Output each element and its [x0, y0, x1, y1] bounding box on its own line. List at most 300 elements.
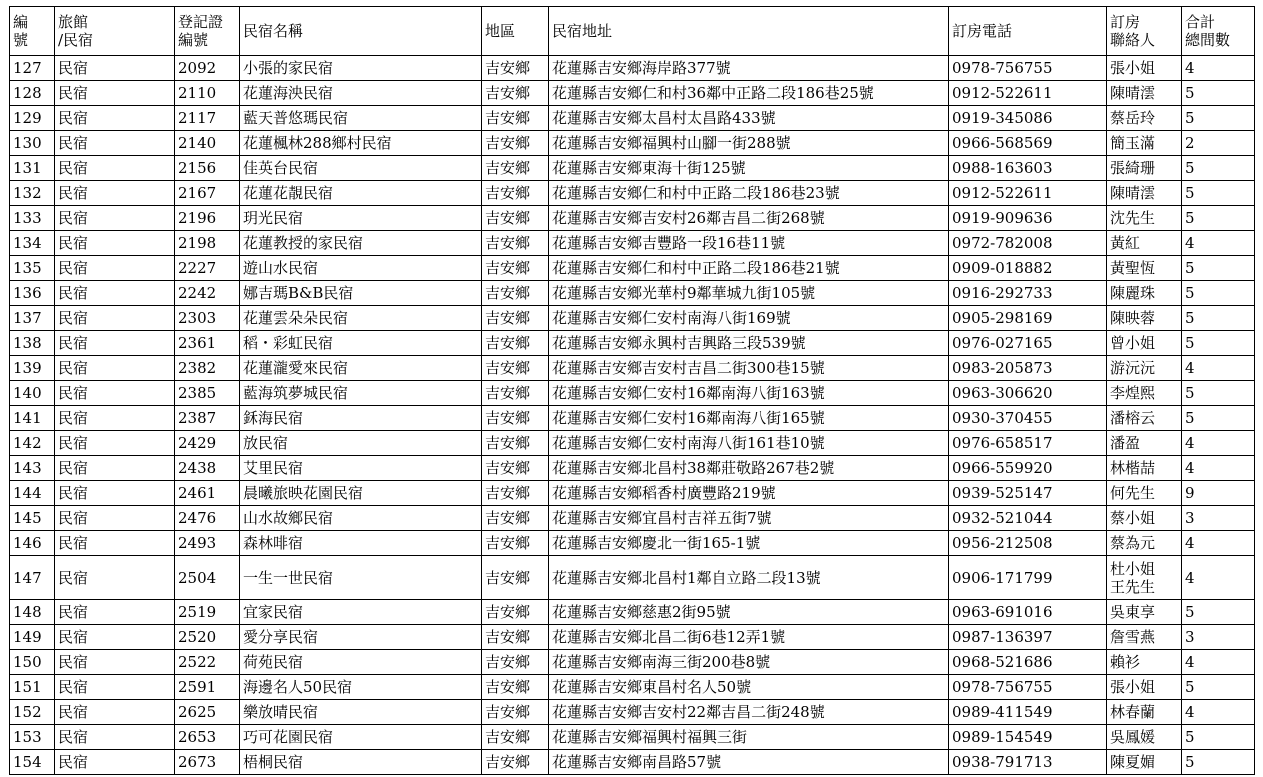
- cell-phone: 0932-521044: [949, 506, 1107, 531]
- col-header-area: [482, 7, 549, 56]
- table-row: [10, 750, 1255, 775]
- cell-phone: 0905-298169: [949, 306, 1107, 331]
- table-row: [10, 625, 1255, 650]
- cell-address: 花蓮縣吉安鄉福興村山腳一街288號: [549, 131, 949, 156]
- cell-rooms: 5: [1182, 306, 1255, 331]
- cell-contact: 潘榕云: [1107, 406, 1182, 431]
- cell-address: 花蓮縣吉安鄉光華村9鄰華城九街105號: [549, 281, 949, 306]
- cell-area: 吉安鄉: [482, 156, 549, 181]
- cell-license: 2522: [175, 650, 240, 675]
- col-header-type: [55, 7, 175, 56]
- cell-contact: 陳麗珠: [1107, 281, 1182, 306]
- cell-area: 吉安鄉: [482, 600, 549, 625]
- cell-name: 梧桐民宿: [240, 750, 482, 775]
- table-row: [10, 481, 1255, 506]
- cell-area: 吉安鄉: [482, 456, 549, 481]
- header-text-line: 聯絡人: [1110, 31, 1156, 49]
- cell-rooms: 4: [1182, 650, 1255, 675]
- cell-license: 2476: [175, 506, 240, 531]
- header-text-line: 總間數: [1185, 31, 1231, 49]
- cell-address: 花蓮縣吉安鄉仁安村南海八街169號: [549, 306, 949, 331]
- cell-license: 2382: [175, 356, 240, 381]
- cell-type: 民宿: [55, 331, 175, 356]
- cell-license: 2242: [175, 281, 240, 306]
- cell-phone: 0966-559920: [949, 456, 1107, 481]
- cell-license: 2504: [175, 556, 240, 600]
- cell-address: 花蓮縣吉安鄉仁和村中正路二段186巷23號: [549, 181, 949, 206]
- cell-name: 海邊名人50民宿: [240, 675, 482, 700]
- cell-address: 花蓮縣吉安鄉南昌路57號: [549, 750, 949, 775]
- cell-name: 花蓮教授的家民宿: [240, 231, 482, 256]
- cell-rooms: 4: [1182, 700, 1255, 725]
- cell-contact: 簡玉滿: [1107, 131, 1182, 156]
- cell-name: 花蓮雲朵朵民宿: [240, 306, 482, 331]
- cell-phone: 0939-525147: [949, 481, 1107, 506]
- cell-type: 民宿: [55, 281, 175, 306]
- cell-name: 稻・彩虹民宿: [240, 331, 482, 356]
- cell-name: 放民宿: [240, 431, 482, 456]
- cell-type: 民宿: [55, 481, 175, 506]
- cell-license: 2591: [175, 675, 240, 700]
- cell-rooms: 5: [1182, 381, 1255, 406]
- header-text-line: 號: [13, 31, 29, 49]
- cell-address: 花蓮縣吉安鄉仁安村16鄰南海八街165號: [549, 406, 949, 431]
- cell-number: 146: [10, 531, 55, 556]
- cell-type: 民宿: [55, 531, 175, 556]
- cell-area: 吉安鄉: [482, 306, 549, 331]
- cell-type: 民宿: [55, 506, 175, 531]
- cell-type: 民宿: [55, 81, 175, 106]
- header-text-line: 登記證: [178, 13, 224, 31]
- cell-number: 135: [10, 256, 55, 281]
- cell-rooms: 4: [1182, 56, 1255, 81]
- header-text-line: 地區: [485, 22, 516, 40]
- cell-area: 吉安鄉: [482, 231, 549, 256]
- cell-name: 花蓮花靚民宿: [240, 181, 482, 206]
- cell-type: 民宿: [55, 256, 175, 281]
- cell-rooms: 5: [1182, 81, 1255, 106]
- cell-name: 巧可花園民宿: [240, 725, 482, 750]
- table-row: [10, 231, 1255, 256]
- cell-address: 花蓮縣吉安鄉吉安村吉昌二街300巷15號: [549, 356, 949, 381]
- cell-type: 民宿: [55, 456, 175, 481]
- table-row: [10, 556, 1255, 600]
- cell-number: 152: [10, 700, 55, 725]
- header-text-line: /民宿: [58, 31, 94, 49]
- cell-area: 吉安鄉: [482, 750, 549, 775]
- cell-number: 148: [10, 600, 55, 625]
- cell-license: 2110: [175, 81, 240, 106]
- cell-rooms: 5: [1182, 206, 1255, 231]
- cell-name: 愛分享民宿: [240, 625, 482, 650]
- cell-number: 131: [10, 156, 55, 181]
- cell-phone: 0988-163603: [949, 156, 1107, 181]
- cell-name: 鉌海民宿: [240, 406, 482, 431]
- cell-number: 141: [10, 406, 55, 431]
- cell-contact: 林春蘭: [1107, 700, 1182, 725]
- cell-contact: 陳夏媚: [1107, 750, 1182, 775]
- cell-license: 2493: [175, 531, 240, 556]
- cell-name: 一生一世民宿: [240, 556, 482, 600]
- cell-license: 2156: [175, 156, 240, 181]
- cell-rooms: 5: [1182, 281, 1255, 306]
- table-row: [10, 131, 1255, 156]
- cell-address: 花蓮縣吉安鄉北昌二街6巷12弄1號: [549, 625, 949, 650]
- cell-number: 142: [10, 431, 55, 456]
- cell-rooms: 4: [1182, 531, 1255, 556]
- cell-name: 藍海筑夢城民宿: [240, 381, 482, 406]
- cell-address: 花蓮縣吉安鄉慶北一街165-1號: [549, 531, 949, 556]
- cell-rooms: 2: [1182, 131, 1255, 156]
- cell-contact: 陳映蓉: [1107, 306, 1182, 331]
- cell-contact: 張小姐: [1107, 56, 1182, 81]
- cell-address: 花蓮縣吉安鄉太昌村太昌路433號: [549, 106, 949, 131]
- cell-address: 花蓮縣吉安鄉東海十街125號: [549, 156, 949, 181]
- cell-type: 民宿: [55, 600, 175, 625]
- cell-contact: 游沅沅: [1107, 356, 1182, 381]
- cell-phone: 0938-791713: [949, 750, 1107, 775]
- cell-phone: 0976-658517: [949, 431, 1107, 456]
- cell-rooms: 5: [1182, 181, 1255, 206]
- cell-address: 花蓮縣吉安鄉東昌村名人50號: [549, 675, 949, 700]
- cell-rooms: 4: [1182, 431, 1255, 456]
- cell-contact: 陳晴澐: [1107, 81, 1182, 106]
- cell-type: 民宿: [55, 625, 175, 650]
- cell-number: 153: [10, 725, 55, 750]
- cell-license: 2673: [175, 750, 240, 775]
- cell-type: 民宿: [55, 725, 175, 750]
- cell-area: 吉安鄉: [482, 700, 549, 725]
- cell-license: 2520: [175, 625, 240, 650]
- cell-rooms: 5: [1182, 406, 1255, 431]
- cell-type: 民宿: [55, 206, 175, 231]
- cell-number: 134: [10, 231, 55, 256]
- cell-rooms: 5: [1182, 331, 1255, 356]
- cell-license: 2227: [175, 256, 240, 281]
- cell-rooms: 3: [1182, 625, 1255, 650]
- cell-name: 小張的家民宿: [240, 56, 482, 81]
- cell-rooms: 5: [1182, 750, 1255, 775]
- col-header-phone: [949, 7, 1107, 56]
- cell-number: 139: [10, 356, 55, 381]
- cell-license: 2519: [175, 600, 240, 625]
- cell-name: 艾里民宿: [240, 456, 482, 481]
- cell-phone: 0989-411549: [949, 700, 1107, 725]
- cell-area: 吉安鄉: [482, 506, 549, 531]
- cell-license: 2196: [175, 206, 240, 231]
- cell-address: 花蓮縣吉安鄉仁安村南海八街161巷10號: [549, 431, 949, 456]
- cell-license: 2117: [175, 106, 240, 131]
- cell-address: 花蓮縣吉安鄉北昌村38鄰莊敬路267巷2號: [549, 456, 949, 481]
- cell-license: 2438: [175, 456, 240, 481]
- cell-number: 127: [10, 56, 55, 81]
- cell-number: 138: [10, 331, 55, 356]
- cell-type: 民宿: [55, 306, 175, 331]
- cell-contact: 黃紅: [1107, 231, 1182, 256]
- cell-address: 花蓮縣吉安鄉福興村福興三街: [549, 725, 949, 750]
- cell-area: 吉安鄉: [482, 725, 549, 750]
- cell-phone: 0912-522611: [949, 81, 1107, 106]
- header-text-line: 民宿名稱: [243, 22, 304, 40]
- cell-type: 民宿: [55, 556, 175, 600]
- cell-rooms: 4: [1182, 556, 1255, 600]
- cell-area: 吉安鄉: [482, 406, 549, 431]
- contact-line: 王先生: [1110, 577, 1156, 596]
- cell-number: 145: [10, 506, 55, 531]
- cell-phone: 0930-370455: [949, 406, 1107, 431]
- table-row: [10, 81, 1255, 106]
- cell-license: 2092: [175, 56, 240, 81]
- cell-name: 山水故鄉民宿: [240, 506, 482, 531]
- cell-contact: 蔡為元: [1107, 531, 1182, 556]
- table-row: [10, 106, 1255, 131]
- bnb-registry-table: [9, 6, 1255, 775]
- cell-license: 2461: [175, 481, 240, 506]
- cell-type: 民宿: [55, 156, 175, 181]
- table-row: [10, 431, 1255, 456]
- table-row: [10, 281, 1255, 306]
- cell-area: 吉安鄉: [482, 81, 549, 106]
- cell-contact: 潘盈: [1107, 431, 1182, 456]
- cell-name: 娜吉瑪B&B民宿: [240, 281, 482, 306]
- cell-contact: 何先生: [1107, 481, 1182, 506]
- table-row: [10, 331, 1255, 356]
- cell-type: 民宿: [55, 431, 175, 456]
- cell-name: 晨曦旅映花園民宿: [240, 481, 482, 506]
- col-header-name: [240, 7, 482, 56]
- cell-name: 藍天普悠瑪民宿: [240, 106, 482, 131]
- cell-address: 花蓮縣吉安鄉海岸路377號: [549, 56, 949, 81]
- cell-license: 2385: [175, 381, 240, 406]
- cell-number: 130: [10, 131, 55, 156]
- cell-contact: 詹雪燕: [1107, 625, 1182, 650]
- cell-type: 民宿: [55, 381, 175, 406]
- table-row: [10, 181, 1255, 206]
- cell-number: 137: [10, 306, 55, 331]
- cell-license: 2387: [175, 406, 240, 431]
- cell-phone: 0919-345086: [949, 106, 1107, 131]
- cell-license: 2653: [175, 725, 240, 750]
- cell-number: 150: [10, 650, 55, 675]
- header-text-line: 民宿地址: [552, 22, 613, 40]
- table-row: [10, 256, 1255, 281]
- col-header-license: [175, 7, 240, 56]
- cell-rooms: 5: [1182, 725, 1255, 750]
- cell-contact: 蔡小姐: [1107, 506, 1182, 531]
- cell-contact: 張小姐: [1107, 675, 1182, 700]
- table-row: [10, 381, 1255, 406]
- cell-area: 吉安鄉: [482, 675, 549, 700]
- cell-name: 花蓮楓林288鄉村民宿: [240, 131, 482, 156]
- cell-area: 吉安鄉: [482, 206, 549, 231]
- cell-contact: 吳東享: [1107, 600, 1182, 625]
- cell-phone: 0968-521686: [949, 650, 1107, 675]
- cell-type: 民宿: [55, 231, 175, 256]
- cell-number: 136: [10, 281, 55, 306]
- cell-rooms: 5: [1182, 600, 1255, 625]
- cell-license: 2167: [175, 181, 240, 206]
- cell-license: 2361: [175, 331, 240, 356]
- cell-rooms: 5: [1182, 156, 1255, 181]
- cell-license: 2429: [175, 431, 240, 456]
- cell-name: 花蓮海泱民宿: [240, 81, 482, 106]
- cell-type: 民宿: [55, 131, 175, 156]
- cell-number: 144: [10, 481, 55, 506]
- cell-type: 民宿: [55, 181, 175, 206]
- cell-number: 149: [10, 625, 55, 650]
- table-row: [10, 356, 1255, 381]
- cell-area: 吉安鄉: [482, 106, 549, 131]
- cell-address: 花蓮縣吉安鄉仁和村中正路二段186巷21號: [549, 256, 949, 281]
- cell-phone: 0987-136397: [949, 625, 1107, 650]
- table-row: [10, 650, 1255, 675]
- cell-phone: 0906-171799: [949, 556, 1107, 600]
- cell-area: 吉安鄉: [482, 625, 549, 650]
- cell-area: 吉安鄉: [482, 331, 549, 356]
- cell-address: 花蓮縣吉安鄉仁安村16鄰南海八街163號: [549, 381, 949, 406]
- cell-number: 133: [10, 206, 55, 231]
- table-body: [10, 56, 1255, 775]
- cell-rooms: 4: [1182, 456, 1255, 481]
- cell-name: 森林啡宿: [240, 531, 482, 556]
- cell-contact: 李煌熙: [1107, 381, 1182, 406]
- header-text-line: 編: [13, 13, 29, 31]
- table-row: [10, 675, 1255, 700]
- header-text-line: 合計: [1185, 13, 1216, 31]
- cell-address: 花蓮縣吉安鄉稻香村廣豐路219號: [549, 481, 949, 506]
- cell-type: 民宿: [55, 650, 175, 675]
- table-row: [10, 306, 1255, 331]
- cell-rooms: 5: [1182, 256, 1255, 281]
- cell-area: 吉安鄉: [482, 256, 549, 281]
- cell-contact: 吳鳳媛: [1107, 725, 1182, 750]
- cell-rooms: 4: [1182, 356, 1255, 381]
- cell-license: 2303: [175, 306, 240, 331]
- cell-phone: 0963-691016: [949, 600, 1107, 625]
- cell-rooms: 3: [1182, 506, 1255, 531]
- header-text-line: 旅館: [58, 13, 89, 31]
- cell-address: 花蓮縣吉安鄉北昌村1鄰自立路二段13號: [549, 556, 949, 600]
- col-header-address: [549, 7, 949, 56]
- document-page: [9, 6, 1254, 775]
- table-row: [10, 506, 1255, 531]
- cell-address: 花蓮縣吉安鄉吉豐路一段16巷11號: [549, 231, 949, 256]
- cell-name: 花蓮瀧愛來民宿: [240, 356, 482, 381]
- cell-number: 129: [10, 106, 55, 131]
- cell-type: 民宿: [55, 675, 175, 700]
- cell-name: 遊山水民宿: [240, 256, 482, 281]
- cell-contact: 林楷喆: [1107, 456, 1182, 481]
- cell-area: 吉安鄉: [482, 481, 549, 506]
- cell-number: 128: [10, 81, 55, 106]
- cell-name: 樂放晴民宿: [240, 700, 482, 725]
- cell-contact: 曾小姐: [1107, 331, 1182, 356]
- cell-area: 吉安鄉: [482, 431, 549, 456]
- cell-address: 花蓮縣吉安鄉宜昌村吉祥五街7號: [549, 506, 949, 531]
- cell-address: 花蓮縣吉安鄉永興村吉興路三段539號: [549, 331, 949, 356]
- cell-number: 140: [10, 381, 55, 406]
- table-row: [10, 531, 1255, 556]
- table-row: [10, 206, 1255, 231]
- cell-area: 吉安鄉: [482, 650, 549, 675]
- cell-area: 吉安鄉: [482, 181, 549, 206]
- cell-phone: 0989-154549: [949, 725, 1107, 750]
- cell-phone: 0978-756755: [949, 56, 1107, 81]
- cell-address: 花蓮縣吉安鄉慈惠2街95號: [549, 600, 949, 625]
- cell-type: 民宿: [55, 406, 175, 431]
- cell-area: 吉安鄉: [482, 356, 549, 381]
- cell-phone: 0983-205873: [949, 356, 1107, 381]
- cell-number: 151: [10, 675, 55, 700]
- table-row: [10, 456, 1255, 481]
- cell-license: 2198: [175, 231, 240, 256]
- cell-contact: 張綺珊: [1107, 156, 1182, 181]
- cell-number: 147: [10, 556, 55, 600]
- cell-area: 吉安鄉: [482, 556, 549, 600]
- cell-name: 佳英台民宿: [240, 156, 482, 181]
- cell-phone: 0956-212508: [949, 531, 1107, 556]
- cell-type: 民宿: [55, 356, 175, 381]
- cell-number: 143: [10, 456, 55, 481]
- table-row: [10, 600, 1255, 625]
- cell-license: 2625: [175, 700, 240, 725]
- header-text-line: 訂房: [1110, 13, 1141, 31]
- cell-phone: 0963-306620: [949, 381, 1107, 406]
- cell-phone: 0919-909636: [949, 206, 1107, 231]
- cell-phone: 0976-027165: [949, 331, 1107, 356]
- cell-address: 花蓮縣吉安鄉南海三街200巷8號: [549, 650, 949, 675]
- cell-contact: 陳晴澐: [1107, 181, 1182, 206]
- cell-type: 民宿: [55, 700, 175, 725]
- cell-number: 154: [10, 750, 55, 775]
- cell-name: 玥光民宿: [240, 206, 482, 231]
- table-row: [10, 156, 1255, 181]
- cell-phone: 0916-292733: [949, 281, 1107, 306]
- col-header-contact: [1107, 7, 1182, 56]
- table-row: [10, 725, 1255, 750]
- cell-phone: 0978-756755: [949, 675, 1107, 700]
- cell-type: 民宿: [55, 106, 175, 131]
- cell-contact: 賴衫: [1107, 650, 1182, 675]
- cell-rooms: 4: [1182, 231, 1255, 256]
- cell-address: 花蓮縣吉安鄉吉安村22鄰吉昌二街248號: [549, 700, 949, 725]
- cell-license: 2140: [175, 131, 240, 156]
- col-header-number: [10, 7, 55, 56]
- cell-area: 吉安鄉: [482, 381, 549, 406]
- cell-name: 荷苑民宿: [240, 650, 482, 675]
- col-header-rooms: [1182, 7, 1255, 56]
- cell-area: 吉安鄉: [482, 531, 549, 556]
- cell-contact: [1107, 556, 1182, 600]
- table-header-row: [10, 7, 1255, 56]
- cell-area: 吉安鄉: [482, 56, 549, 81]
- cell-area: 吉安鄉: [482, 131, 549, 156]
- cell-number: 132: [10, 181, 55, 206]
- cell-rooms: 5: [1182, 106, 1255, 131]
- cell-type: 民宿: [55, 56, 175, 81]
- cell-name: 宜家民宿: [240, 600, 482, 625]
- table-row: [10, 56, 1255, 81]
- cell-address: 花蓮縣吉安鄉吉安村26鄰吉昌二街268號: [549, 206, 949, 231]
- cell-contact: 黃聖恆: [1107, 256, 1182, 281]
- cell-phone: 0966-568569: [949, 131, 1107, 156]
- cell-phone: 0909-018882: [949, 256, 1107, 281]
- header-text-line: 訂房電話: [952, 22, 1013, 40]
- contact-line: 杜小姐: [1110, 559, 1156, 578]
- cell-rooms: 9: [1182, 481, 1255, 506]
- cell-area: 吉安鄉: [482, 281, 549, 306]
- cell-phone: 0972-782008: [949, 231, 1107, 256]
